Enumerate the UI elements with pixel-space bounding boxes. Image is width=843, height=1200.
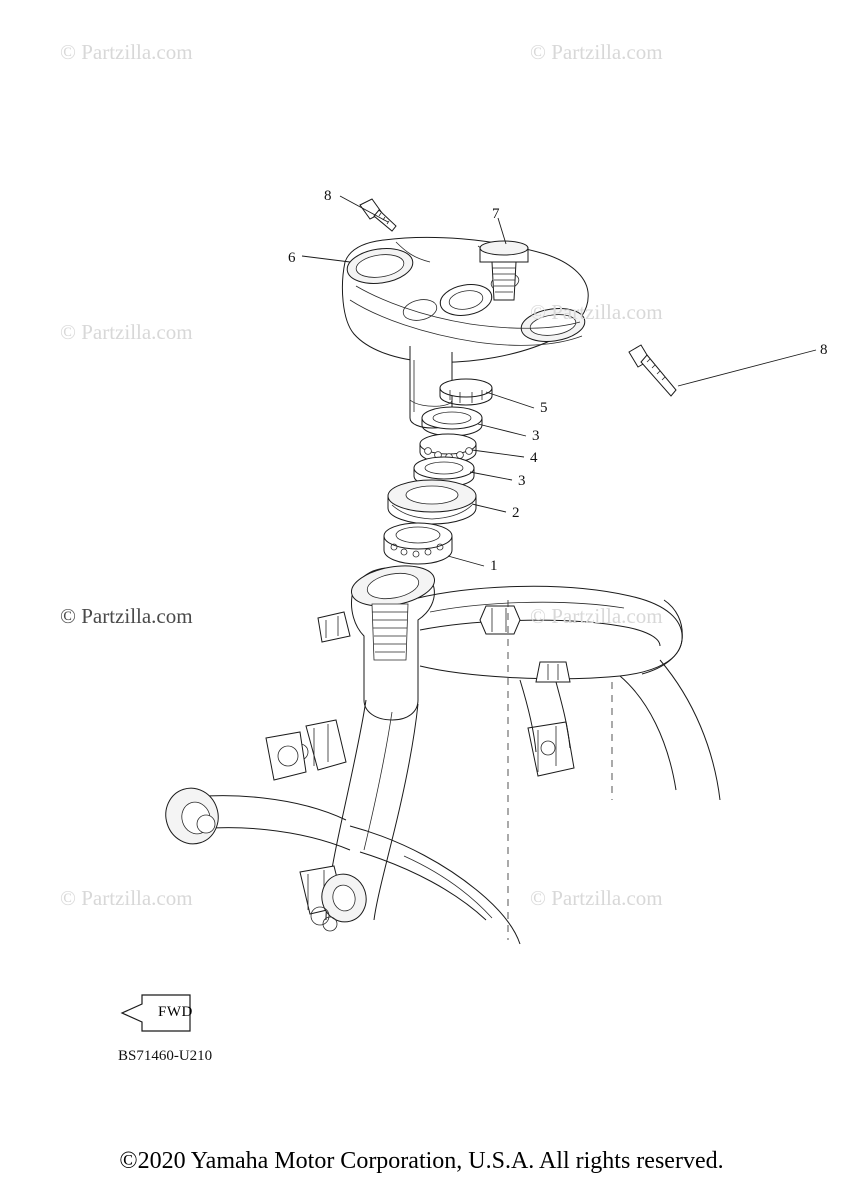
callout-8-right: 8 [820,342,828,358]
callout-5: 5 [540,400,548,416]
callout-8-top: 8 [324,188,332,204]
callout-4: 4 [530,450,538,466]
fwd-label: FWD [158,1004,193,1020]
bearing-race-upper [422,407,482,436]
callout-6: 6 [288,250,296,266]
callout-1: 1 [490,558,498,574]
watermark: © Partzilla.com [530,40,663,64]
watermark: © Partzilla.com [60,604,193,628]
callout-3-lower: 3 [518,473,526,489]
watermark: © Partzilla.com [60,886,193,910]
watermark: © Partzilla.com [530,300,663,324]
watermark: © Partzilla.com [60,320,193,344]
fwd-direction-marker [120,994,192,1032]
watermark: © Partzilla.com [60,40,193,64]
pinch-bolt-upper [360,199,396,231]
upper-bracket-part [342,237,588,428]
callout-3-upper: 3 [532,428,540,444]
lower-bearing-part [384,523,452,564]
diagram-code: BS71460-U210 [118,1048,213,1064]
pinch-bolt-right [629,345,676,396]
callout-7: 7 [492,206,500,222]
watermark: © Partzilla.com [530,886,663,910]
callout-2: 2 [512,505,520,521]
dust-seal-part [388,480,476,524]
copyright-notice: ©2020 Yamaha Motor Corporation, U.S.A. All rights reserved. [119,1148,724,1174]
watermark: © Partzilla.com [530,604,663,628]
